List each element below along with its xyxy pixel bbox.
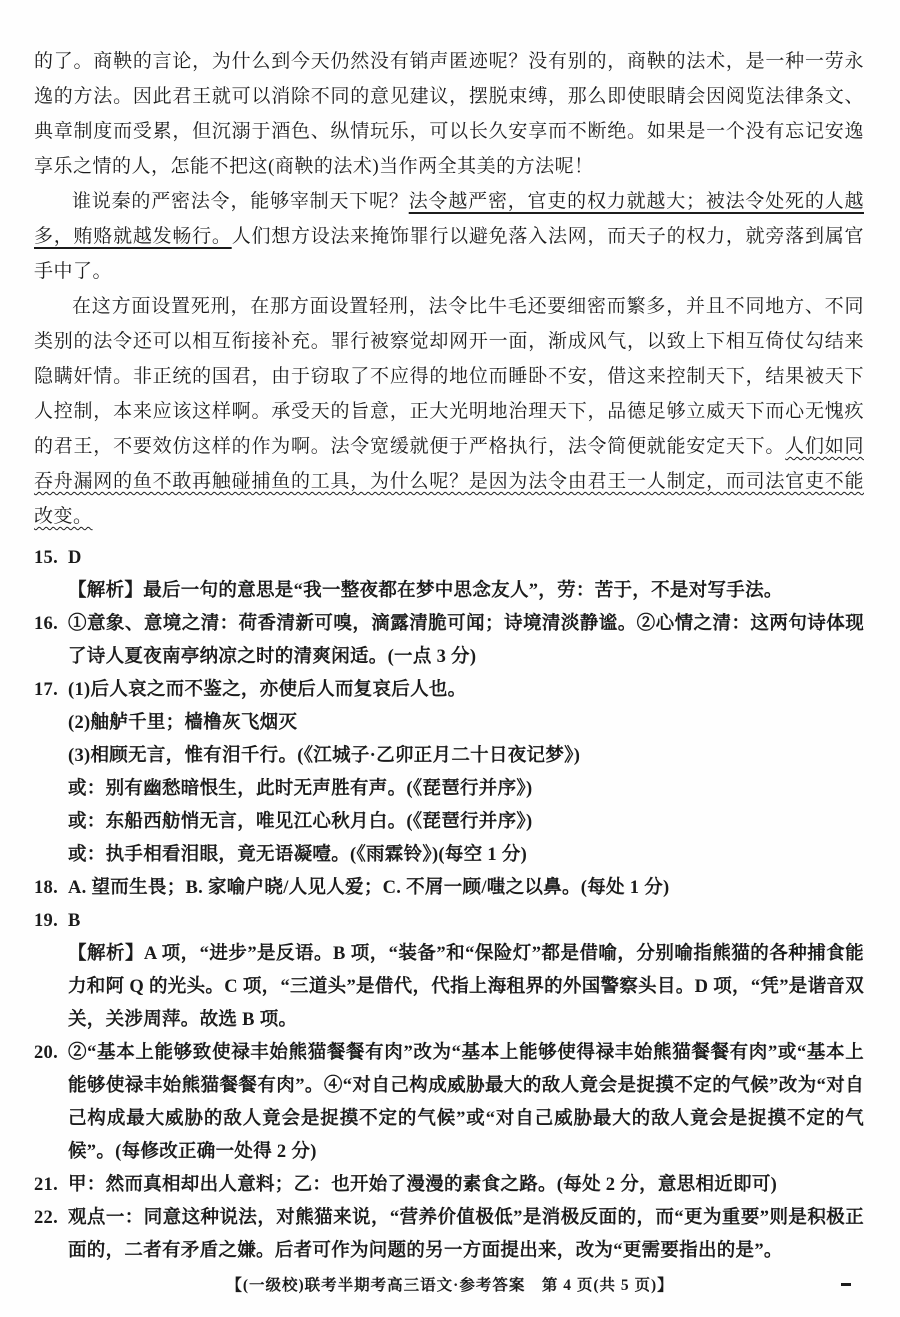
footer-caption: 【(一级校)联考半期考高三语文·参考答案 第 4 页(共 5 页)】 [226,1277,674,1294]
answer-number: 17. [34,680,59,700]
answer-item-15-explanation [34,575,864,608]
answer-text: ②“基本上能够致使禄丰始熊猫餐餐有肉”改为“基本上能够使得禄丰始熊猫餐餐有肉”或“基本上能够使禄丰始熊猫餐餐有肉”。④“对自己构成威胁最大的敌人竟会是捉摸不定的气候”改为“对自己构成最大威胁的敌人竟会是捉摸不定的气候”或“对自己威胁最大的敌人竟会是捉摸不定的气候”。(每修改正确一处得 2 分) [68,1043,864,1162]
answer-item-17-alt-3 [34,839,864,872]
answer-item-17-alt-2 [34,806,864,839]
answer-number: 20. [34,1043,59,1063]
answer-text: (3)相顾无言，惟有泪千行。(《江城子·乙卯正月二十日夜记梦》) [68,746,581,766]
answer-number: 19. [34,911,59,931]
answer-text: 甲：然而真相却出人意料；乙：也开始了漫漫的素食之路。(每处 2 分，意思相近即可) [68,1175,778,1195]
answer-item-17-2 [34,707,864,740]
translation-section [34,44,864,534]
answer-item-19-explanation [34,938,864,1037]
answer-item-22 [34,1202,864,1268]
answer-item-17-3 [34,740,864,773]
answer-text: (1)后人哀之而不鉴之，亦使后人而复哀后人也。 [68,680,467,700]
answer-text: 【解析】最后一句的意思是“我一整夜都在梦中思念友人”，劳：苦于，不是对写手法。 [68,581,783,601]
translation-paragraph-3-lead: 在这方面设置死刑，在那方面设置轻刑，法令比牛毛还要细密而繁多，并且不同地方、不同类别的法令还可以相互衔接补充。罪行被察觉却网开一面，渐成风气，以致上下相互倚仗勾结来隐瞒奸情。非正统的国君，由于窃取了不应得的地位而睡卧不安，借这来控制天下，结果被天下人控制，本来应该这样啊。承受天的旨意，正大光明地治理天下，品德足够立威天下而心无愧疚的君王，不要效仿这样的作为啊。法令宽缓就便于严格执行，法令简便就能安定天下。 [34,296,864,457]
answer-text: A. 望而生畏；B. 家喻户晓/人见人爱；C. 不屑一顾/嗤之以鼻。(每处 1 分) [68,878,670,898]
answer-text: 或：执手相看泪眼，竟无语凝噎。(《雨霖铃》)(每空 1 分) [68,845,528,865]
key-sentence-wavy-underline: 人们如同吞舟漏网的鱼不敢再触碰捕鱼的工具，为什么呢？是因为法令由君王一人制定，而司法官吏不能改变。 [34,436,864,527]
answer-text: 或：东船西舫悄无言，唯见江心秋月白。(《琵琶行并序》) [68,812,533,832]
answer-number: 22. [34,1208,59,1228]
page-footer [0,1273,900,1295]
translation-paragraph-2-rest: 人们想方设法来掩饰罪行以避免落入法网，而天子的权力，就旁落到属官手中了。 [34,226,864,282]
answer-text: (2)舳舻千里；樯橹灰飞烟灭 [68,713,298,733]
answer-text: ①意象、意境之清：荷香清新可嗅，滴露清脆可闻；诗境清淡静谧。②心情之清：这两句诗体现了诗人夏夜南亭纳凉之时的清爽闲适。(一点 3 分) [68,614,864,667]
answer-item-19 [34,905,864,938]
answer-item-16 [34,608,864,674]
translation-paragraph-1 [34,44,864,184]
answers-section [34,542,864,1268]
answer-item-21 [34,1169,864,1202]
page-edge-mark [841,1283,851,1286]
answer-item-17-1 [34,674,864,707]
answer-text: 观点一：同意这种说法，对熊猫来说，“营养价值极低”是消极反面的，而“更为重要”则是积极正面的，二者有矛盾之嫌。后者可作为问题的另一方面提出来，改为“更需要指出的是”。 [68,1208,864,1261]
key-sentence-solid-underline: 法令越严密，官吏的权力就越大；被法令处死的人越多，贿赂就越发畅行。 [34,191,864,247]
answer-text: B [68,911,81,931]
answer-number: 16. [34,614,59,634]
translation-paragraph-2 [34,184,864,289]
translation-paragraph-2-lead: 谁说秦的严密法令，能够宰制天下呢？ [72,191,409,212]
answer-number: 15. [34,548,59,568]
translation-paragraph-3 [34,289,864,534]
answer-text: 【解析】A 项，“进步”是反语。B 项，“装备”和“保险灯”都是借喻，分别喻指熊猫的各种捕食能力和阿 Q 的光头。C 项，“三道头”是借代，代指上海租界的外国警察头目。D 项，“凭”是谐音双关，关涉周萍。故选 B 项。 [68,944,864,1030]
answer-item-17-alt-1 [34,773,864,806]
answer-item-20 [34,1037,864,1169]
answer-number: 18. [34,878,59,898]
answer-text: D [68,548,82,568]
answer-text: 或：别有幽愁暗恨生，此时无声胜有声。(《琵琶行并序》) [68,779,533,799]
answer-item-15 [34,542,864,575]
answer-number: 21. [34,1175,59,1195]
translation-paragraph-1-text: 的了。商鞅的言论，为什么到今天仍然没有销声匿迹呢？没有别的，商鞅的法术，是一种一劳永逸的方法。因此君王就可以消除不同的意见建议，摆脱束缚，那么即使眼睛会因阅览法律条文、典章制度而受累，但沉溺于酒色、纵情玩乐，可以长久安享而不断绝。如果是一个没有忘记安逸享乐之情的人，怎能不把这(商鞅的法术)当作两全其美的方法呢！ [34,51,864,177]
answer-item-18 [34,872,864,905]
